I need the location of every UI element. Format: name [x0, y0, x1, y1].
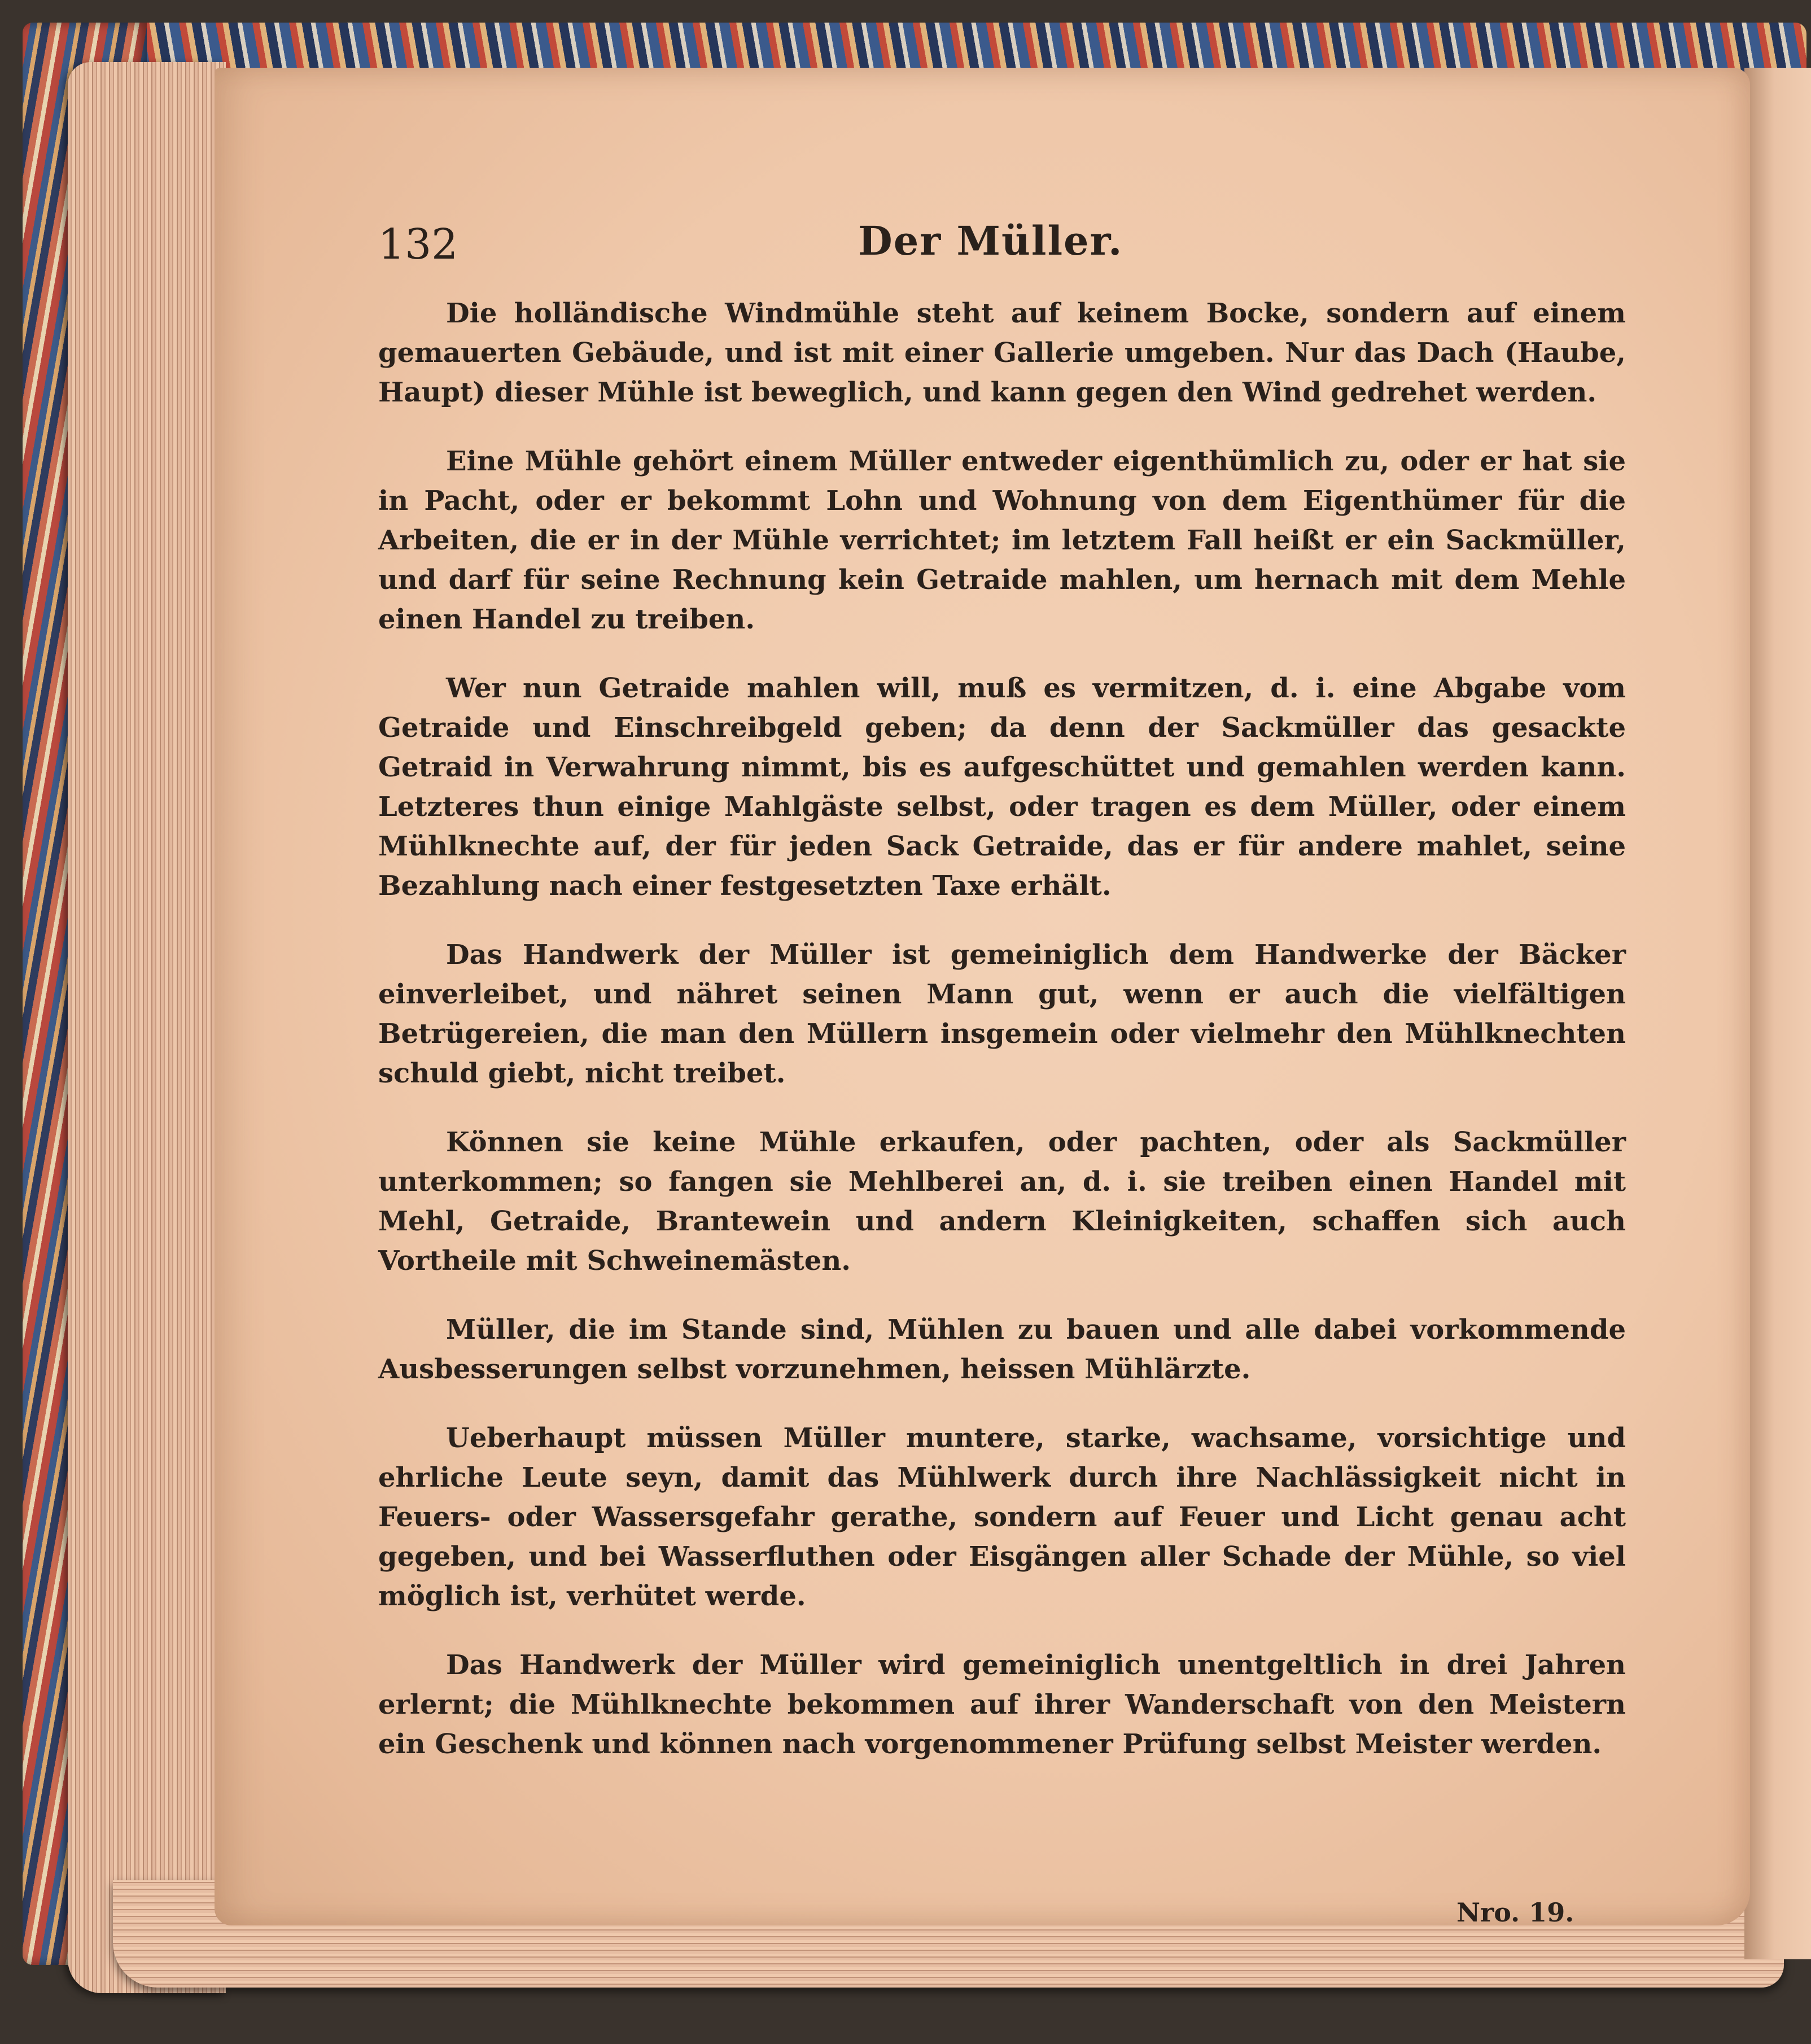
- paragraph: Eine Mühle gehört einem Müller entweder eigenthümlich zu, oder er hat sie in Pacht, oder er bekommt Lohn und Wohnung von dem Eigenthümer für die Arbeiten, die er in der Mühle verrichtet; im letztem Fall heißt er ein Sackmüller, und darf für seine Rechnung kein Getraide mahlen, um hernach mit dem Mehle einen Handel zu treiben.: [378, 446, 1626, 635]
- paragraph: Die holländische Windmühle steht auf keinem Bocke, sondern auf einem gemauerten Gebäude, und ist mit einer Gallerie umgeben. Nur das Dach (Haube, Haupt) dieser Mühle ist beweglich, und kann gegen den Wind gedrehet werden.: [378, 298, 1626, 408]
- book-page: [215, 68, 1750, 1928]
- paragraph: Müller, die im Stande sind, Mühlen zu bauen und alle dabei vorkommende Ausbesserungen selbst vorzunehmen, heissen Mühlärzte.: [378, 1314, 1626, 1385]
- paragraph: Das Handwerk der Müller ist gemeiniglich dem Handwerke der Bäcker einverleibet, und nähret seinen Mann gut, wenn er auch die vielfältigen Betrügereien, die man den Müllern insgemein oder vielmehr den Mühlknechten schuld giebt, nicht treibet.: [378, 939, 1626, 1089]
- page-number: 132: [378, 220, 458, 269]
- facing-page-edge: [1744, 68, 1811, 1959]
- catchword: Nro. 19.: [1456, 1897, 1574, 1928]
- paragraph: Das Handwerk der Müller wird gemeiniglich unentgeltlich in drei Jahren erlernt; die Mühlknechte bekommen auf ihrer Wanderschaft von den Meistern ein Geschenk und können nach vorgenommener Prüfung selbst Meister werden.: [378, 1649, 1626, 1760]
- running-head: Der Müller.: [858, 217, 1123, 264]
- paragraph: Wer nun Getraide mahlen will, muß es vermitzen, d. i. eine Abgabe vom Getraide und Einschreibgeld geben; da denn der Sackmüller das gesackte Getraid in Verwahrung nimmt, bis es aufgeschüttet und gemahlen werden kann. Letzteres thun einige Mahlgäste selbst, oder tragen es dem Müller, oder einem Mühlknechte auf, der für jeden Sack Getraide, das er für andere mahlet, seine Bezahlung nach einer festgesetzten Taxe erhält.: [378, 672, 1626, 902]
- page-edges-stack: [68, 62, 226, 1993]
- paragraph: Ueberhaupt müssen Müller muntere, starke, wachsame, vorsichtige und ehrliche Leute seyn, damit das Mühlwerk durch ihre Nachlässigkeit nicht in Feuers- oder Wassersgefahr gerathe, sondern auf Feuer und Licht genau acht gegeben, und bei Wasserfluthen oder Eisgängen aller Schade der Mühle, so viel möglich ist, verhütet werde.: [378, 1422, 1626, 1612]
- paragraph: Können sie keine Mühle erkaufen, oder pachten, oder als Sackmüller unterkommen; so fangen sie Mehlberei an, d. i. sie treiben einen Handel mit Mehl, Getraide, Brantewein und andern Kleinigkeiten, schaffen sich auch Vortheile mit Schweinemästen.: [378, 1126, 1626, 1277]
- page-body: [378, 294, 1626, 1793]
